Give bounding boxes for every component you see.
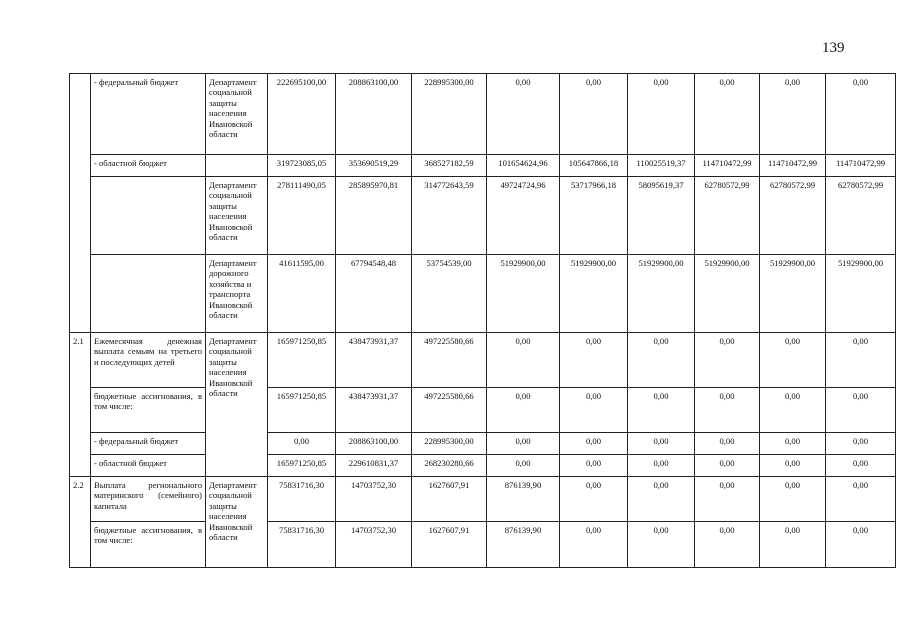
budget-table (69, 73, 896, 568)
department-cell: Департамент социальной защиты населения Ивановской области (206, 177, 268, 255)
value-cell: 0,00 (628, 455, 695, 477)
value-cell: 0,00 (560, 455, 628, 477)
value-cell: 438473931,37 (336, 388, 412, 433)
value-cell: 208863100,00 (336, 433, 412, 455)
value-cell: 51929900,00 (560, 255, 628, 333)
value-cell: 75831716,30 (268, 477, 336, 522)
value-cell: 438473931,37 (336, 333, 412, 388)
value-cell: 0,00 (487, 333, 560, 388)
table-row (70, 388, 896, 433)
value-cell: 62780572,99 (760, 177, 826, 255)
value-cell: 208863100,00 (336, 74, 412, 155)
value-cell: 0,00 (760, 74, 826, 155)
value-cell: 165971250,85 (268, 388, 336, 433)
row-label: - областной бюджет (91, 155, 206, 177)
value-cell: 0,00 (826, 433, 896, 455)
value-cell: 49724724,96 (487, 177, 560, 255)
department-cell-empty (206, 155, 268, 177)
value-cell: 1627607,91 (412, 477, 487, 522)
value-cell: 228995300,00 (412, 74, 487, 155)
value-cell: 62780572,99 (695, 177, 760, 255)
value-cell: 0,00 (560, 388, 628, 433)
value-cell: 0,00 (628, 333, 695, 388)
value-cell: 228995300,00 (412, 433, 487, 455)
value-cell: 62780572,99 (826, 177, 896, 255)
table-row (70, 522, 896, 568)
department-cell: Департамент социальной защиты населения Ивановской области (206, 74, 268, 155)
section-title: Ежемесячная денежная выплата семьям на третьего и последующих детей (91, 333, 206, 388)
value-cell: 0,00 (760, 433, 826, 455)
value-cell: 0,00 (560, 333, 628, 388)
value-cell: 67794548,48 (336, 255, 412, 333)
value-cell: 0,00 (760, 455, 826, 477)
table-row (70, 74, 896, 155)
value-cell: 876139,90 (487, 477, 560, 522)
value-cell: 0,00 (826, 333, 896, 388)
value-cell: 0,00 (628, 522, 695, 568)
value-cell: 53754539,00 (412, 255, 487, 333)
value-cell: 51929900,00 (760, 255, 826, 333)
value-cell: 0,00 (487, 455, 560, 477)
value-cell: 0,00 (695, 477, 760, 522)
value-cell: 368527182,59 (412, 155, 487, 177)
value-cell: 165971250,85 (268, 333, 336, 388)
value-cell: 0,00 (628, 74, 695, 155)
value-cell: 0,00 (268, 433, 336, 455)
section-title: Выплата регионального материнского (семейного) капитала (91, 477, 206, 522)
section-index: 2.2 (70, 477, 91, 568)
value-cell: 285895970,81 (336, 177, 412, 255)
value-cell: 14703752,30 (336, 522, 412, 568)
value-cell: 0,00 (628, 433, 695, 455)
value-cell: 0,00 (826, 74, 896, 155)
row-label: бюджетные ассигнования, в том числе: (91, 522, 206, 568)
value-cell: 268230280,66 (412, 455, 487, 477)
value-cell: 0,00 (826, 388, 896, 433)
row-label: - федеральный бюджет (91, 74, 206, 155)
value-cell: 0,00 (560, 433, 628, 455)
value-cell: 1627607,91 (412, 522, 487, 568)
table-row (70, 177, 896, 255)
row-label-empty (91, 255, 206, 333)
value-cell: 105647866,18 (560, 155, 628, 177)
value-cell: 229610831,37 (336, 455, 412, 477)
value-cell: 0,00 (695, 522, 760, 568)
value-cell: 497225580,66 (412, 388, 487, 433)
value-cell: 876139,90 (487, 522, 560, 568)
value-cell: 0,00 (487, 433, 560, 455)
value-cell: 0,00 (760, 388, 826, 433)
department-cell: Департамент социальной защиты населения Ивановской области (206, 477, 268, 568)
index-cell-empty (70, 74, 91, 333)
table-row (70, 455, 896, 477)
section-index: 2.1 (70, 333, 91, 477)
table-row (70, 333, 896, 388)
table-row (70, 255, 896, 333)
value-cell: 314772643,59 (412, 177, 487, 255)
value-cell: 0,00 (695, 74, 760, 155)
value-cell: 0,00 (628, 388, 695, 433)
value-cell: 353690519,29 (336, 155, 412, 177)
value-cell: 58095619,37 (628, 177, 695, 255)
value-cell: 0,00 (487, 388, 560, 433)
value-cell: 0,00 (695, 388, 760, 433)
value-cell: 51929900,00 (487, 255, 560, 333)
value-cell: 278111490,05 (268, 177, 336, 255)
value-cell: 0,00 (760, 477, 826, 522)
value-cell: 53717966,18 (560, 177, 628, 255)
value-cell: 0,00 (695, 455, 760, 477)
value-cell: 51929900,00 (628, 255, 695, 333)
table-row (70, 477, 896, 522)
table-row (70, 433, 896, 455)
value-cell: 75831716,30 (268, 522, 336, 568)
value-cell: 0,00 (560, 522, 628, 568)
value-cell: 0,00 (560, 477, 628, 522)
value-cell: 497225580,66 (412, 333, 487, 388)
department-cell: Департамент дорожного хозяйства и транспорта Ивановской области (206, 255, 268, 333)
value-cell: 222695100,00 (268, 74, 336, 155)
value-cell: 114710472,99 (695, 155, 760, 177)
value-cell: 51929900,00 (695, 255, 760, 333)
value-cell: 0,00 (695, 333, 760, 388)
value-cell: 51929900,00 (826, 255, 896, 333)
value-cell: 114710472,99 (826, 155, 896, 177)
page-number: 139 (822, 40, 845, 56)
value-cell: 0,00 (760, 333, 826, 388)
value-cell: 101654624,96 (487, 155, 560, 177)
table-row (70, 155, 896, 177)
value-cell: 0,00 (628, 477, 695, 522)
value-cell: 41611595,00 (268, 255, 336, 333)
row-label: бюджетные ассигнования, в том числе: (91, 388, 206, 433)
value-cell: 0,00 (695, 433, 760, 455)
value-cell: 14703752,30 (336, 477, 412, 522)
value-cell: 114710472,99 (760, 155, 826, 177)
department-cell: Департамент социальной защиты населения Ивановской области (206, 333, 268, 477)
value-cell: 0,00 (487, 74, 560, 155)
value-cell: 0,00 (560, 74, 628, 155)
value-cell: 0,00 (760, 522, 826, 568)
value-cell: 0,00 (826, 522, 896, 568)
value-cell: 165971250,85 (268, 455, 336, 477)
row-label: - федеральный бюджет (91, 433, 206, 455)
value-cell: 110025519,37 (628, 155, 695, 177)
value-cell: 0,00 (826, 477, 896, 522)
value-cell: 0,00 (826, 455, 896, 477)
row-label-empty (91, 177, 206, 255)
row-label: - областной бюджет (91, 455, 206, 477)
value-cell: 319723085,05 (268, 155, 336, 177)
